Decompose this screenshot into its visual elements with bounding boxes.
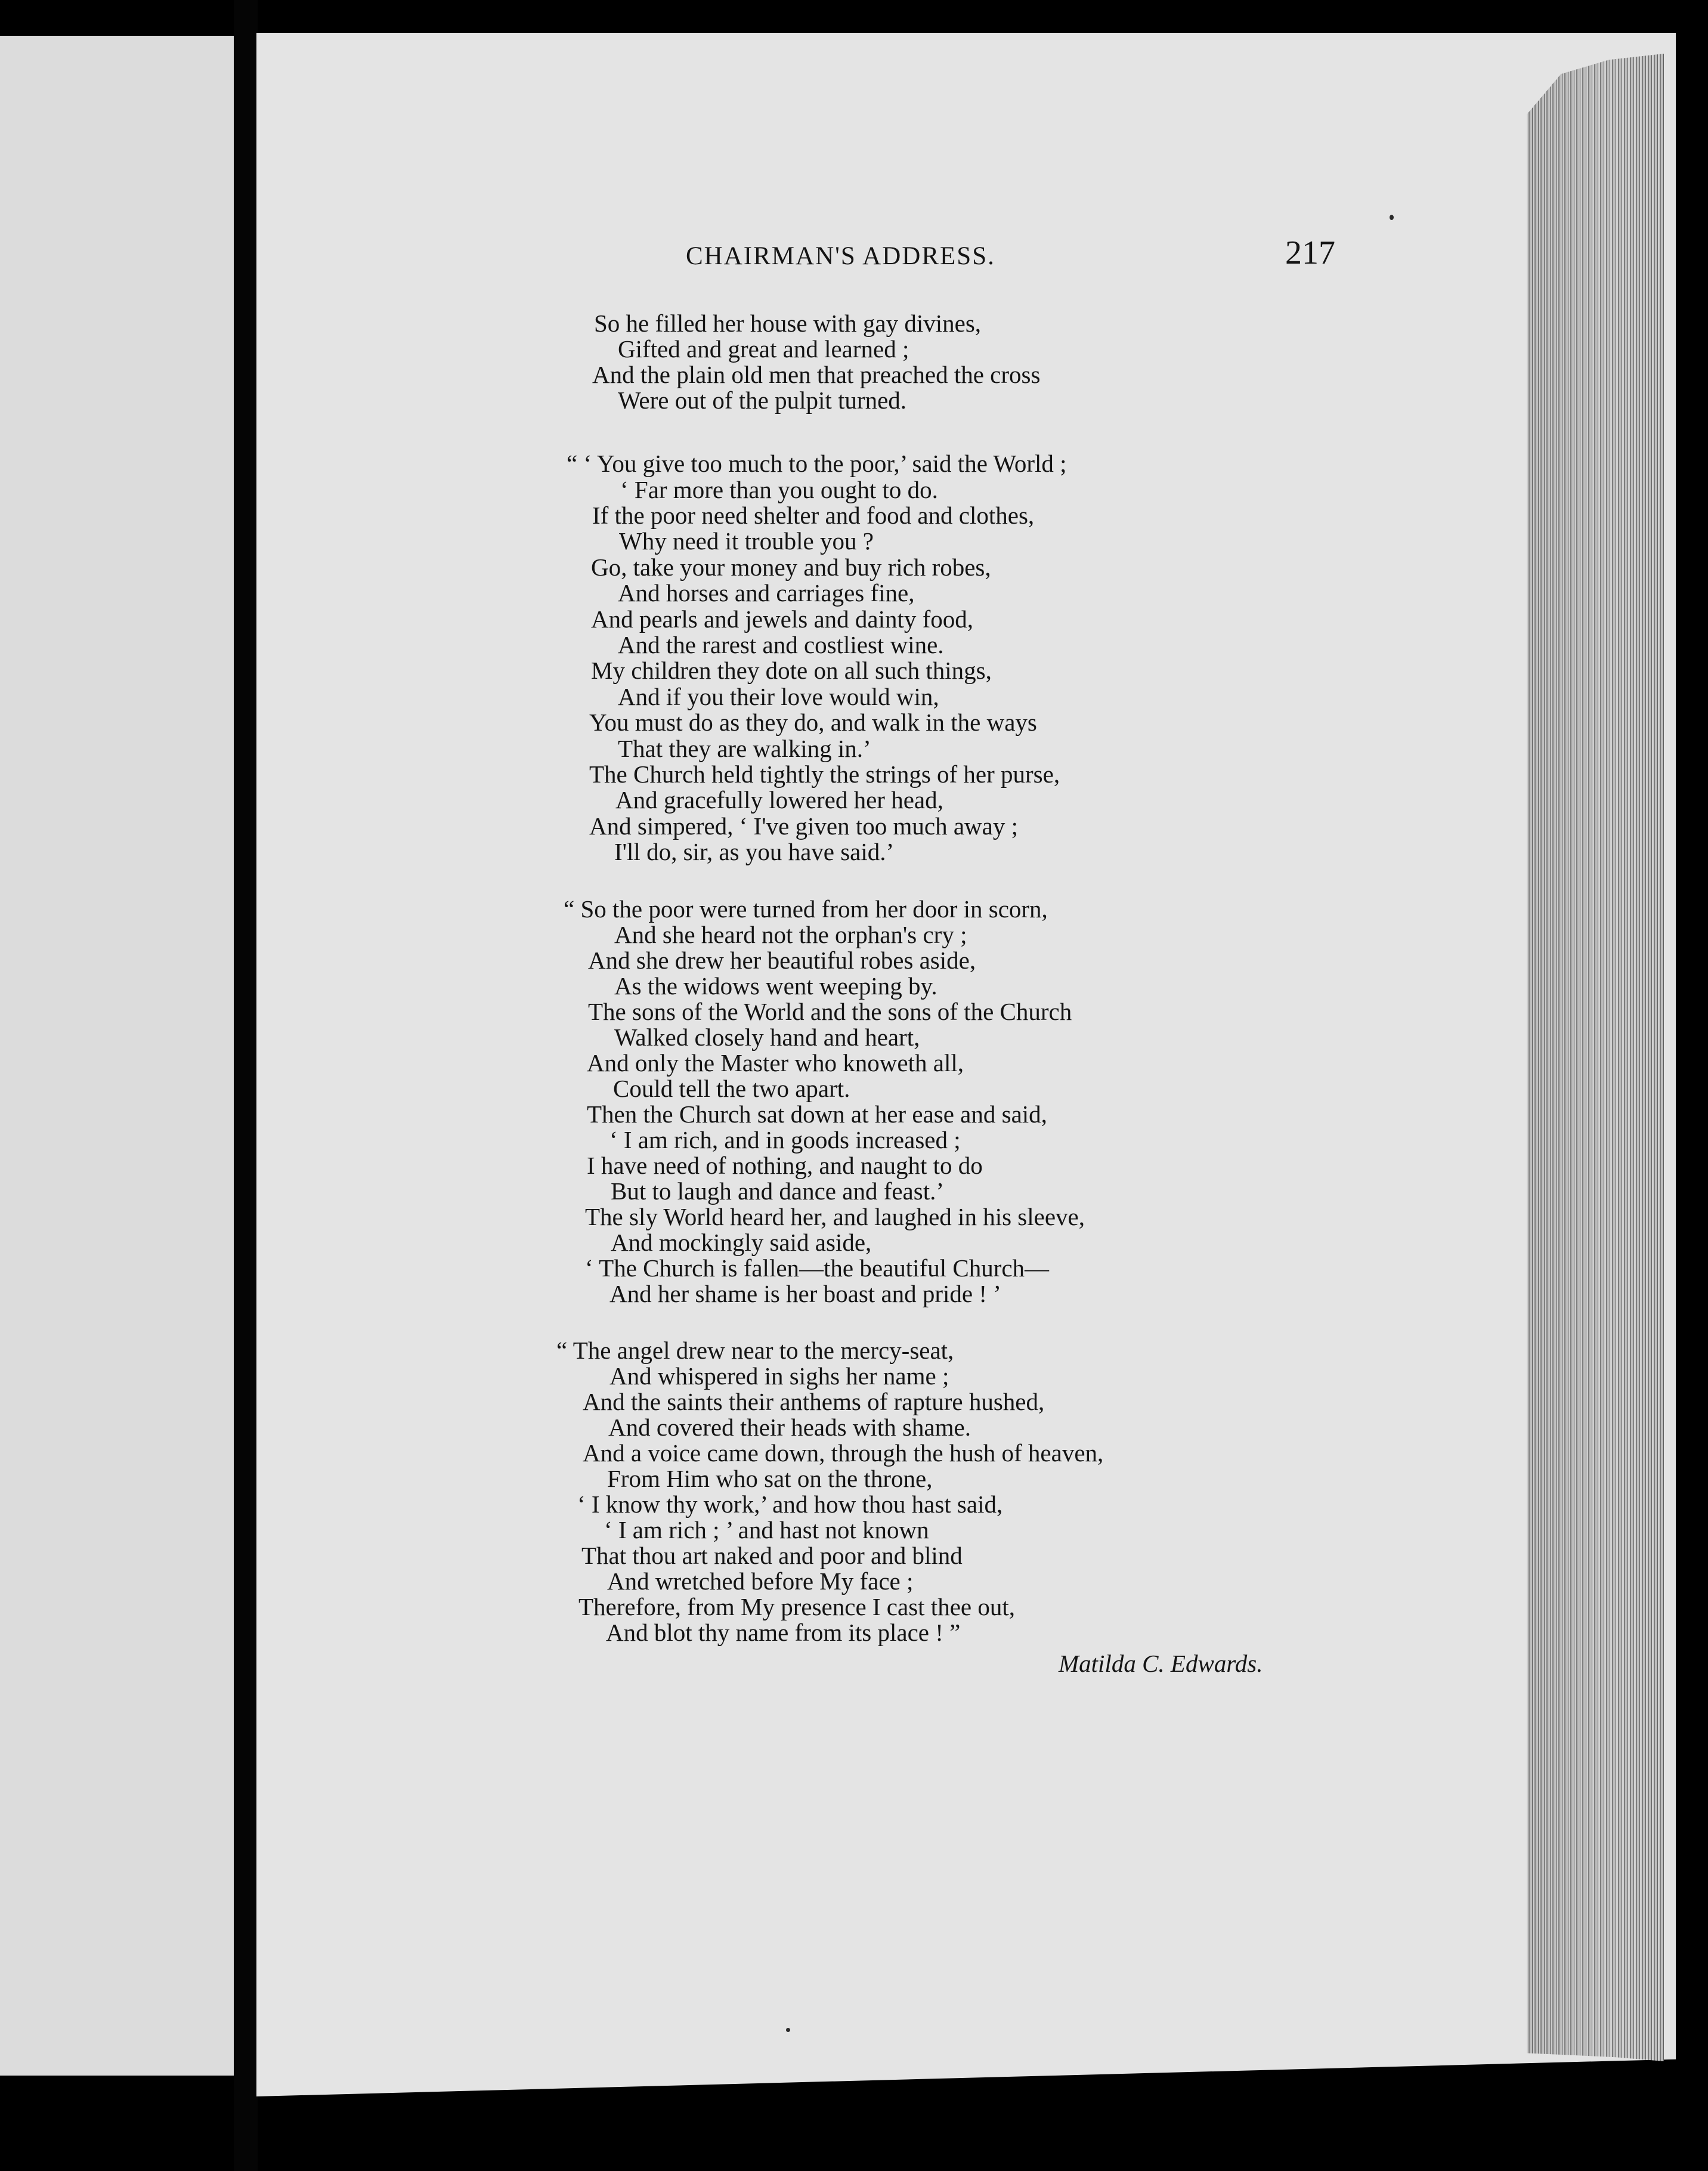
poem-line: And she heard not the orphan's cry ;	[614, 921, 967, 948]
poem-line: The sly World heard her, and laughed in his sleeve,	[585, 1203, 1085, 1230]
poem-line: That they are walking in.’	[618, 735, 871, 762]
poem-line: And a voice came down, through the hush of heaven,	[583, 1439, 1104, 1467]
poem-line: But to laugh and dance and feast.’	[611, 1177, 945, 1205]
poem-line: ‘ I know thy work,’ and how thou hast said,	[577, 1490, 1003, 1518]
poem-line: That thou art naked and poor and blind	[581, 1542, 963, 1569]
poem-line: Were out of the pulpit turned.	[618, 386, 907, 414]
poem-line: If the poor need shelter and food and clothes,	[592, 502, 1035, 529]
poem-line: And the rarest and costliest wine.	[618, 631, 944, 658]
poem-line: You must do as they do, and walk in the ways	[589, 709, 1037, 736]
poem-line: And the plain old men that preached the cross	[592, 361, 1041, 388]
poem-line: The sons of the World and the sons of the Church	[588, 998, 1072, 1025]
poem-line: And she drew her beautiful robes aside,	[588, 947, 976, 974]
poem-line: ‘ Far more than you ought to do.	[620, 476, 938, 503]
poem-line: Could tell the two apart.	[613, 1075, 850, 1102]
poem-line: And if you their love would win,	[618, 683, 939, 710]
poem-line: Therefore, from My presence I cast thee out,	[578, 1593, 1015, 1620]
poem-line: “ The angel drew near to the mercy-seat,	[556, 1337, 954, 1364]
poem-line: I have need of nothing, and naught to do	[587, 1152, 983, 1179]
poem-line: And gracefully lowered her head,	[615, 786, 943, 814]
poem-line: And mockingly said aside,	[611, 1229, 872, 1256]
poem-line: From Him who sat on the throne,	[607, 1465, 933, 1492]
poem-line: And blot thy name from its place ! ”	[606, 1619, 961, 1646]
poem-line: Walked closely hand and heart,	[614, 1023, 920, 1051]
poem-line: I'll do, sir, as you have said.’	[614, 838, 895, 865]
poem-line: Go, take your money and buy rich robes,	[591, 553, 991, 581]
poem-line: “ So the poor were turned from her door in scorn,	[564, 895, 1048, 923]
poem-line: ‘ I am rich, and in goods increased ;	[609, 1126, 961, 1153]
poem-line: And the saints their anthems of rapture hushed,	[583, 1388, 1045, 1415]
poem-line: The Church held tightly the strings of her purse,	[589, 760, 1060, 788]
poem-line: And only the Master who knoweth all,	[587, 1049, 964, 1077]
poem-line: And covered their heads with shame.	[608, 1414, 971, 1441]
poem-line: My children they dote on all such things,	[591, 657, 992, 684]
poem-line: And simpered, ‘ I've given too much away ;	[589, 812, 1019, 840]
page-number: 217	[1285, 234, 1335, 271]
poem-line: “ ‘ You give too much to the poor,’ said the World ;	[567, 450, 1067, 477]
poem-line: So he filled her house with gay divines,	[594, 310, 982, 337]
poem-line: ‘ I am rich ; ’ and hast not known	[604, 1516, 929, 1544]
poem-line: And whispered in sighs her name ;	[609, 1362, 949, 1390]
poem-line: As the widows went weeping by.	[614, 972, 937, 1000]
poem-line: Gifted and great and learned ;	[618, 335, 909, 363]
poem-line: Why need it trouble you ?	[619, 527, 874, 555]
running-head: CHAIRMAN'S ADDRESS.	[686, 242, 995, 270]
poem-line: And horses and carriages fine,	[618, 579, 915, 607]
poem-line: And wretched before My face ;	[607, 1567, 914, 1595]
poem-line: ‘ The Church is fallen—the beautiful Church—	[585, 1254, 1050, 1282]
poem-line: And her shame is her boast and pride ! ’	[609, 1280, 1001, 1307]
poem-line: And pearls and jewels and dainty food,	[591, 605, 974, 633]
poem-attribution: Matilda C. Edwards.	[1059, 1650, 1263, 1677]
poem-line: Then the Church sat down at her ease and said,	[587, 1100, 1047, 1128]
